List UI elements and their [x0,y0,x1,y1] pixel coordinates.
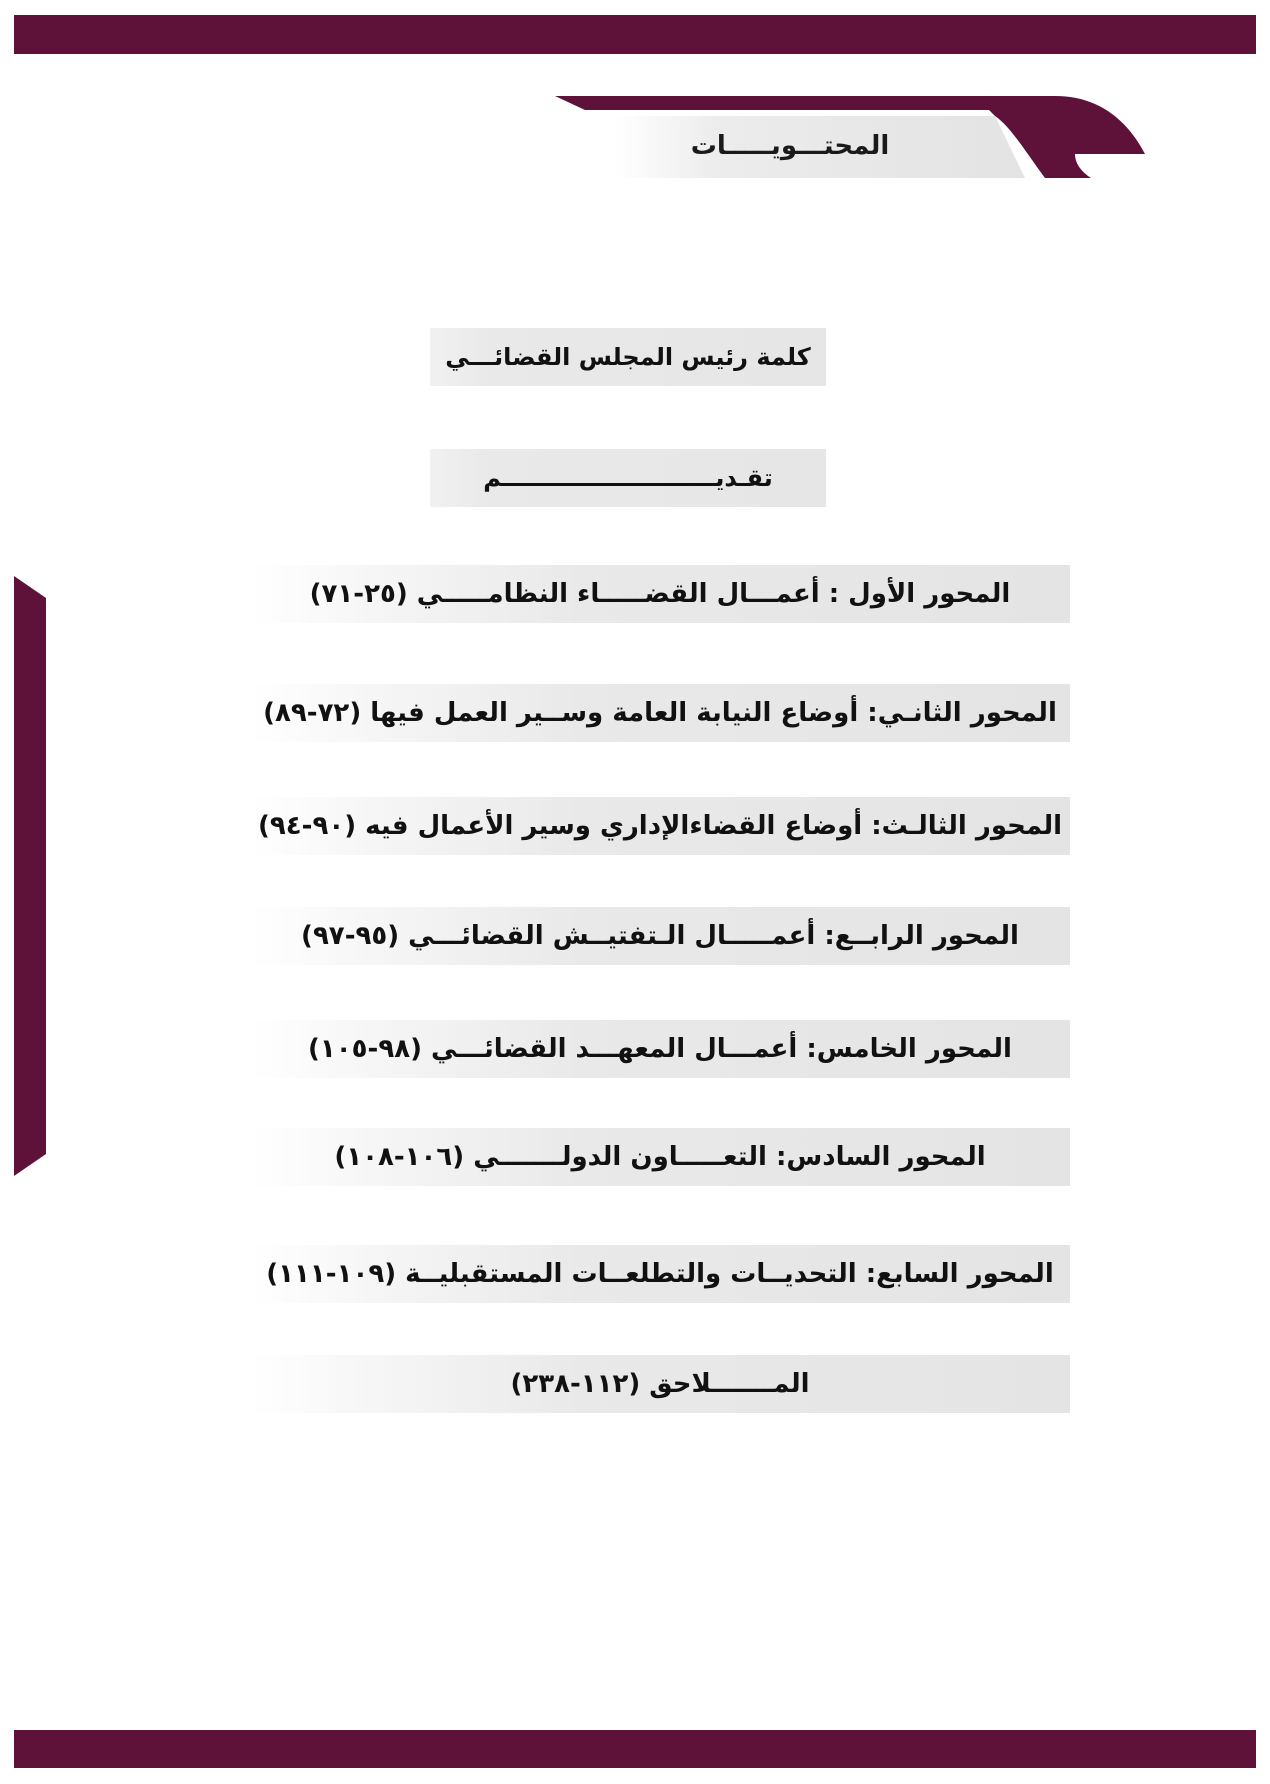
contents-heading: المحتـــويـــــات [690,131,890,161]
left-side-tab [14,576,46,1176]
toc-item-president-speech[interactable]: كلمة رئيس المجلس القضائـــي [430,328,826,386]
toc-item-axis-3[interactable]: المحور الثالـث: أوضاع القضاءالإداري وسير الأعمال فيه (٩٠-٩٤) [250,797,1070,855]
toc-item-axis-4[interactable]: المحور الرابــع: أعمـــــال الـتفتيــش القضائـــي (٩٥-٩٧) [250,907,1070,965]
toc-item-introduction[interactable]: تقـديــــــــــــــــــــــــــم [430,449,826,507]
top-border-bar [14,15,1256,54]
toc-item-appendices[interactable]: المـــــــلاحق (١١٢-٢٣٨) [250,1355,1070,1413]
toc-item-axis-2[interactable]: المحور الثانـي: أوضاع النيابة العامة وســير العمل فيها (٧٢-٨٩) [250,684,1070,742]
toc-item-axis-6[interactable]: المحور السادس: التعـــــاون الدولـــــــي (١٠٦-١٠٨) [250,1128,1070,1186]
toc-item-axis-1[interactable]: المحور الأول : أعمـــال القضـــــاء النظامـــــي (٢٥-٧١) [250,565,1070,623]
toc-item-axis-7[interactable]: المحور السابع: التحديــات والتطلعــات المستقبليــة (١٠٩-١١١) [250,1245,1070,1303]
bottom-border-bar [14,1730,1256,1768]
toc-item-axis-5[interactable]: المحور الخامس: أعمـــال المعهـــد القضائـــي (٩٨-١٠٥) [250,1020,1070,1078]
